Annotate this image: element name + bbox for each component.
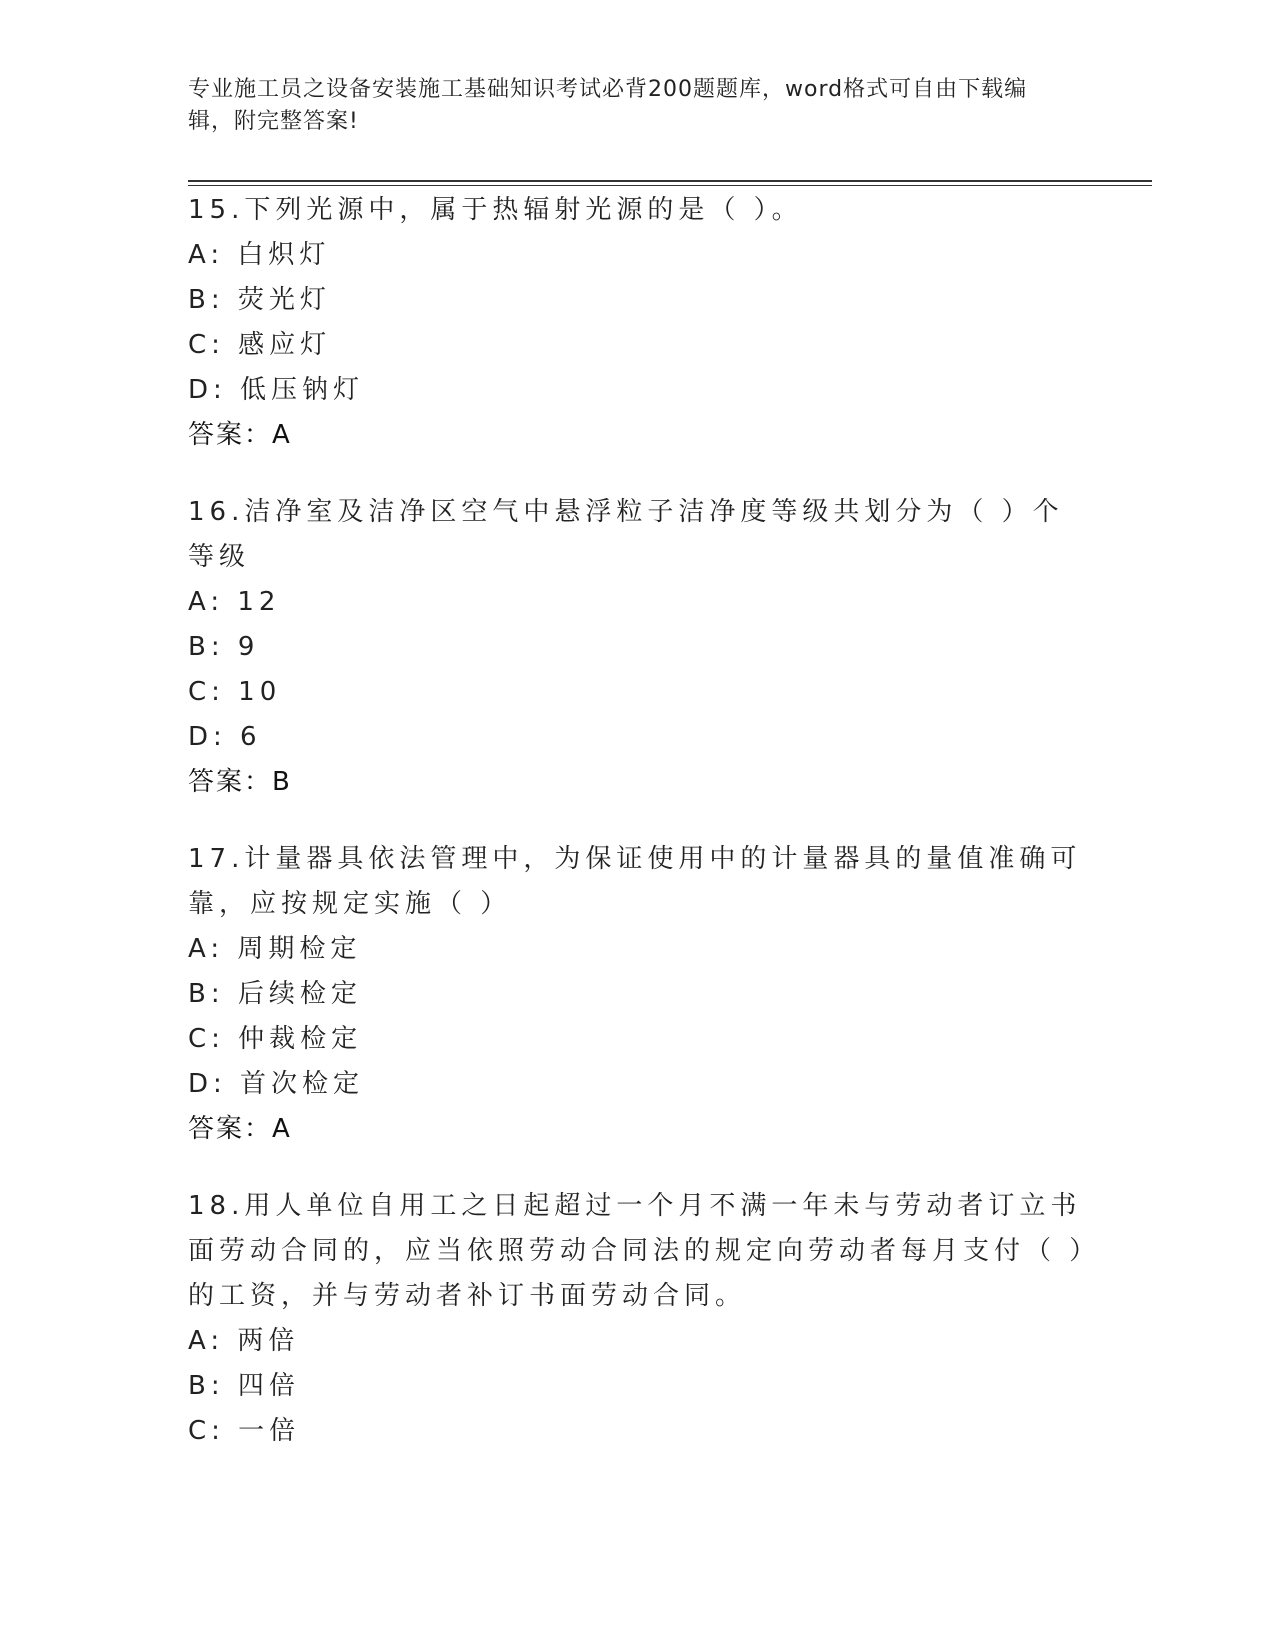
option-a: A: 12 (188, 587, 281, 617)
header-divider-thick (188, 180, 1152, 182)
question-16 (188, 490, 1088, 805)
option-b: B: 后续检定 (188, 979, 362, 1009)
option-b: B: 四倍 (188, 1371, 300, 1401)
question-text: 18.用人单位自用工之日起超过一个月不满一年未与劳动者订立书面劳动合同的，应当依照劳动合同法的规定向劳动者每月支付（ ）的工资，并与劳动者补订书面劳动合同。 (188, 1191, 1088, 1311)
option-d: D: 首次检定 (188, 1069, 365, 1099)
question-text: 16.洁净室及洁净区空气中悬浮粒子洁净度等级共划分为（ ）个等级 (188, 497, 1064, 572)
question-text: 17.计量器具依法管理中，为保证使用中的计量器具的量值准确可靠，应按规定实施（ ） (188, 844, 1082, 919)
answer-line: 答案：A (188, 420, 292, 450)
option-b: B: 荧光灯 (188, 285, 331, 315)
document-header: 专业施工员之设备安装施工基础知识考试必背200题题库，word格式可自由下载编辑，附完整答案! (188, 77, 1028, 134)
question-15 (188, 188, 1088, 458)
question-text: 15.下列光源中，属于热辐射光源的是（ ）。 (188, 195, 803, 225)
option-c: C: 感应灯 (188, 330, 332, 360)
option-a: A: 白炽灯 (188, 240, 331, 270)
option-d: D: 6 (188, 722, 262, 752)
question-17 (188, 837, 1088, 1152)
answer-line: 答案：B (188, 767, 292, 797)
header-divider-thin (188, 185, 1152, 186)
option-c: C: 一倍 (188, 1416, 301, 1446)
option-c: C: 10 (188, 677, 282, 707)
option-a: A: 周期检定 (188, 934, 362, 964)
option-d: D: 低压钠灯 (188, 375, 365, 405)
option-a: A: 两倍 (188, 1326, 300, 1356)
question-list (188, 188, 1088, 1486)
question-18 (188, 1184, 1088, 1454)
option-b: B: 9 (188, 632, 260, 662)
option-c: C: 仲裁检定 (188, 1024, 363, 1054)
answer-line: 答案：A (188, 1114, 292, 1144)
